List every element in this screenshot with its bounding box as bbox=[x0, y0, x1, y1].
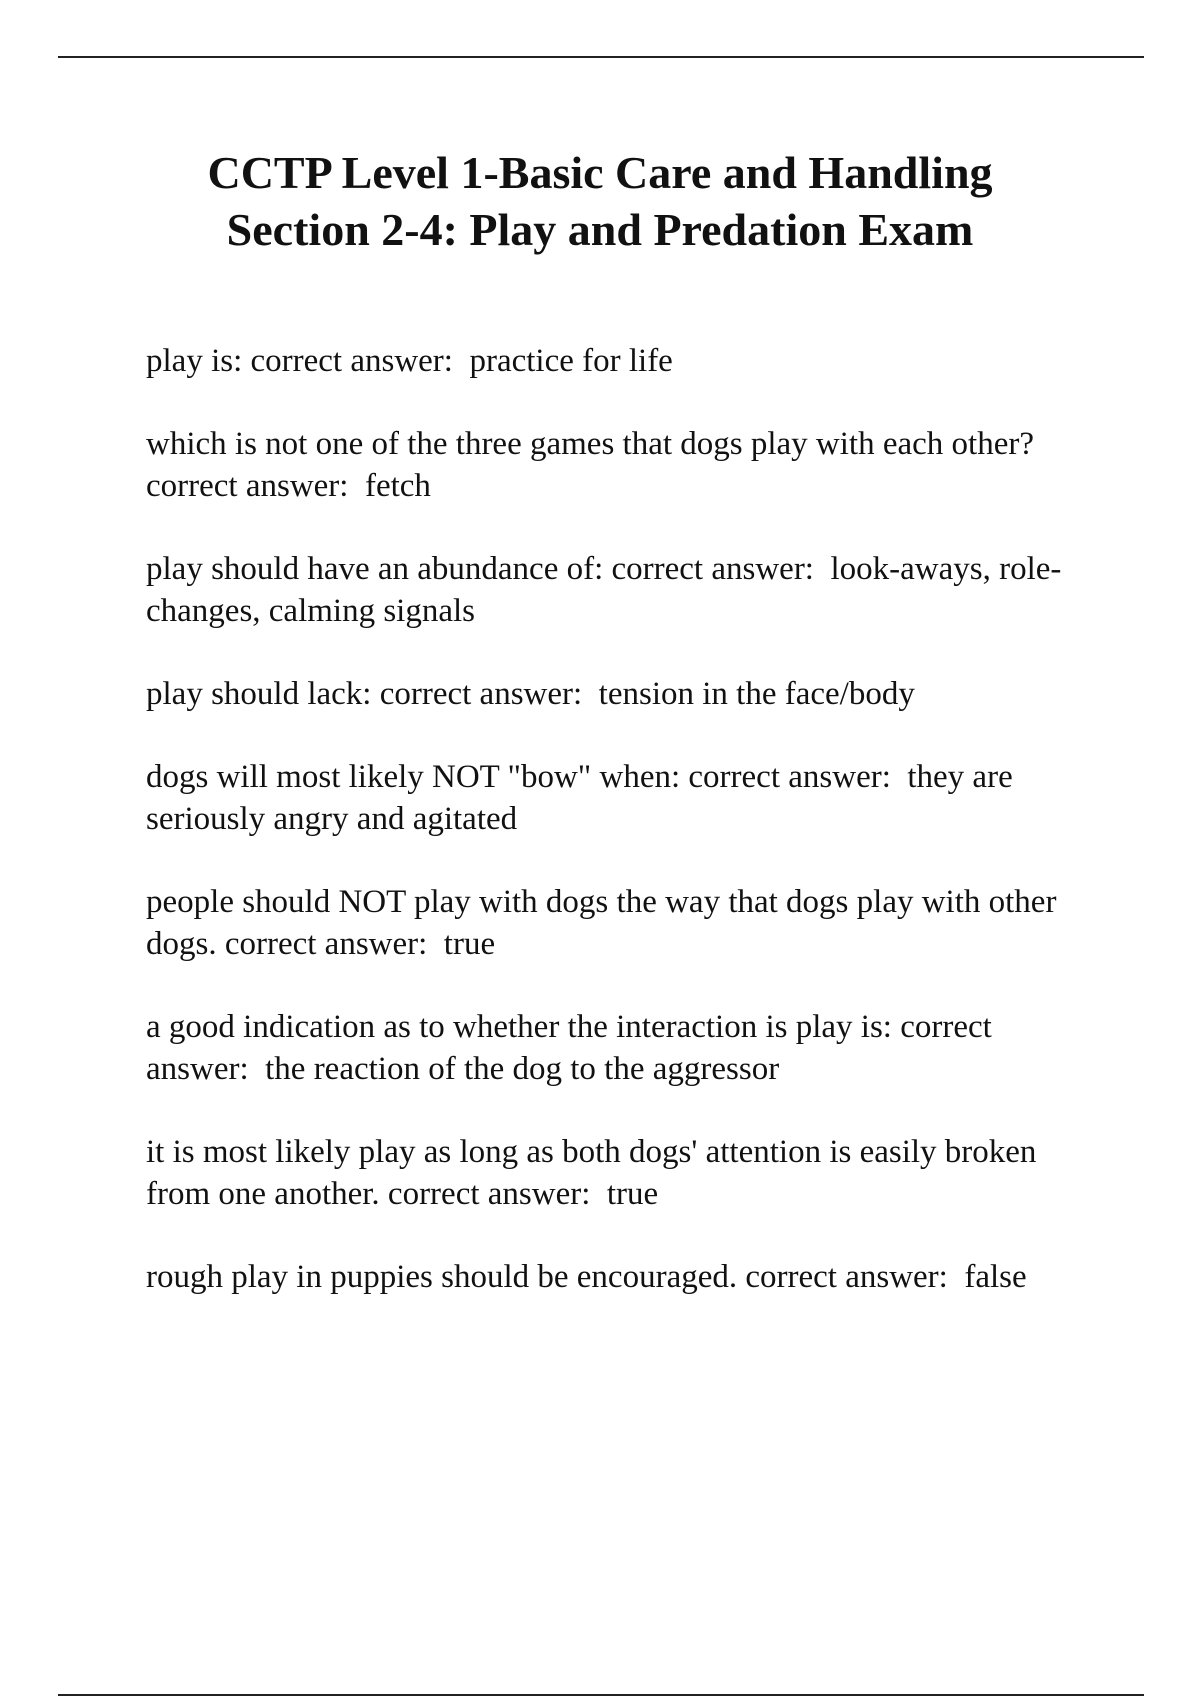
qa-item: dogs will most likely NOT "bow" when: correct answer: they are seriously angry and agitated bbox=[146, 759, 1021, 837]
title-line-2: Section 2-4: Play and Predation Exam bbox=[226, 204, 974, 255]
top-rule bbox=[58, 56, 1144, 58]
bottom-rule bbox=[58, 1694, 1144, 1696]
qa-item: play should have an abundance of: correct answer: look-aways, role-changes, calming signals bbox=[146, 551, 1062, 629]
document-title bbox=[0, 144, 1200, 258]
qa-item: it is most likely play as long as both dogs' attention is easily broken from one another. correct answer: true bbox=[146, 1134, 1045, 1212]
qa-item: play should lack: correct answer: tension in the face/body bbox=[146, 676, 915, 712]
qa-item: which is not one of the three games that dogs play with each other? correct answer: fetch bbox=[146, 426, 1043, 504]
qa-item: play is: correct answer: practice for life bbox=[146, 343, 673, 379]
question-answer-list bbox=[146, 340, 1086, 1339]
qa-item: people should NOT play with dogs the way that dogs play with other dogs. correct answer: true bbox=[146, 884, 1065, 962]
qa-item: a good indication as to whether the interaction is play is: correct answer: the reaction of the dog to the aggressor bbox=[146, 1009, 1001, 1087]
qa-item: rough play in puppies should be encouraged. correct answer: false bbox=[146, 1259, 1027, 1295]
title-line-1: CCTP Level 1-Basic Care and Handling bbox=[207, 147, 993, 198]
